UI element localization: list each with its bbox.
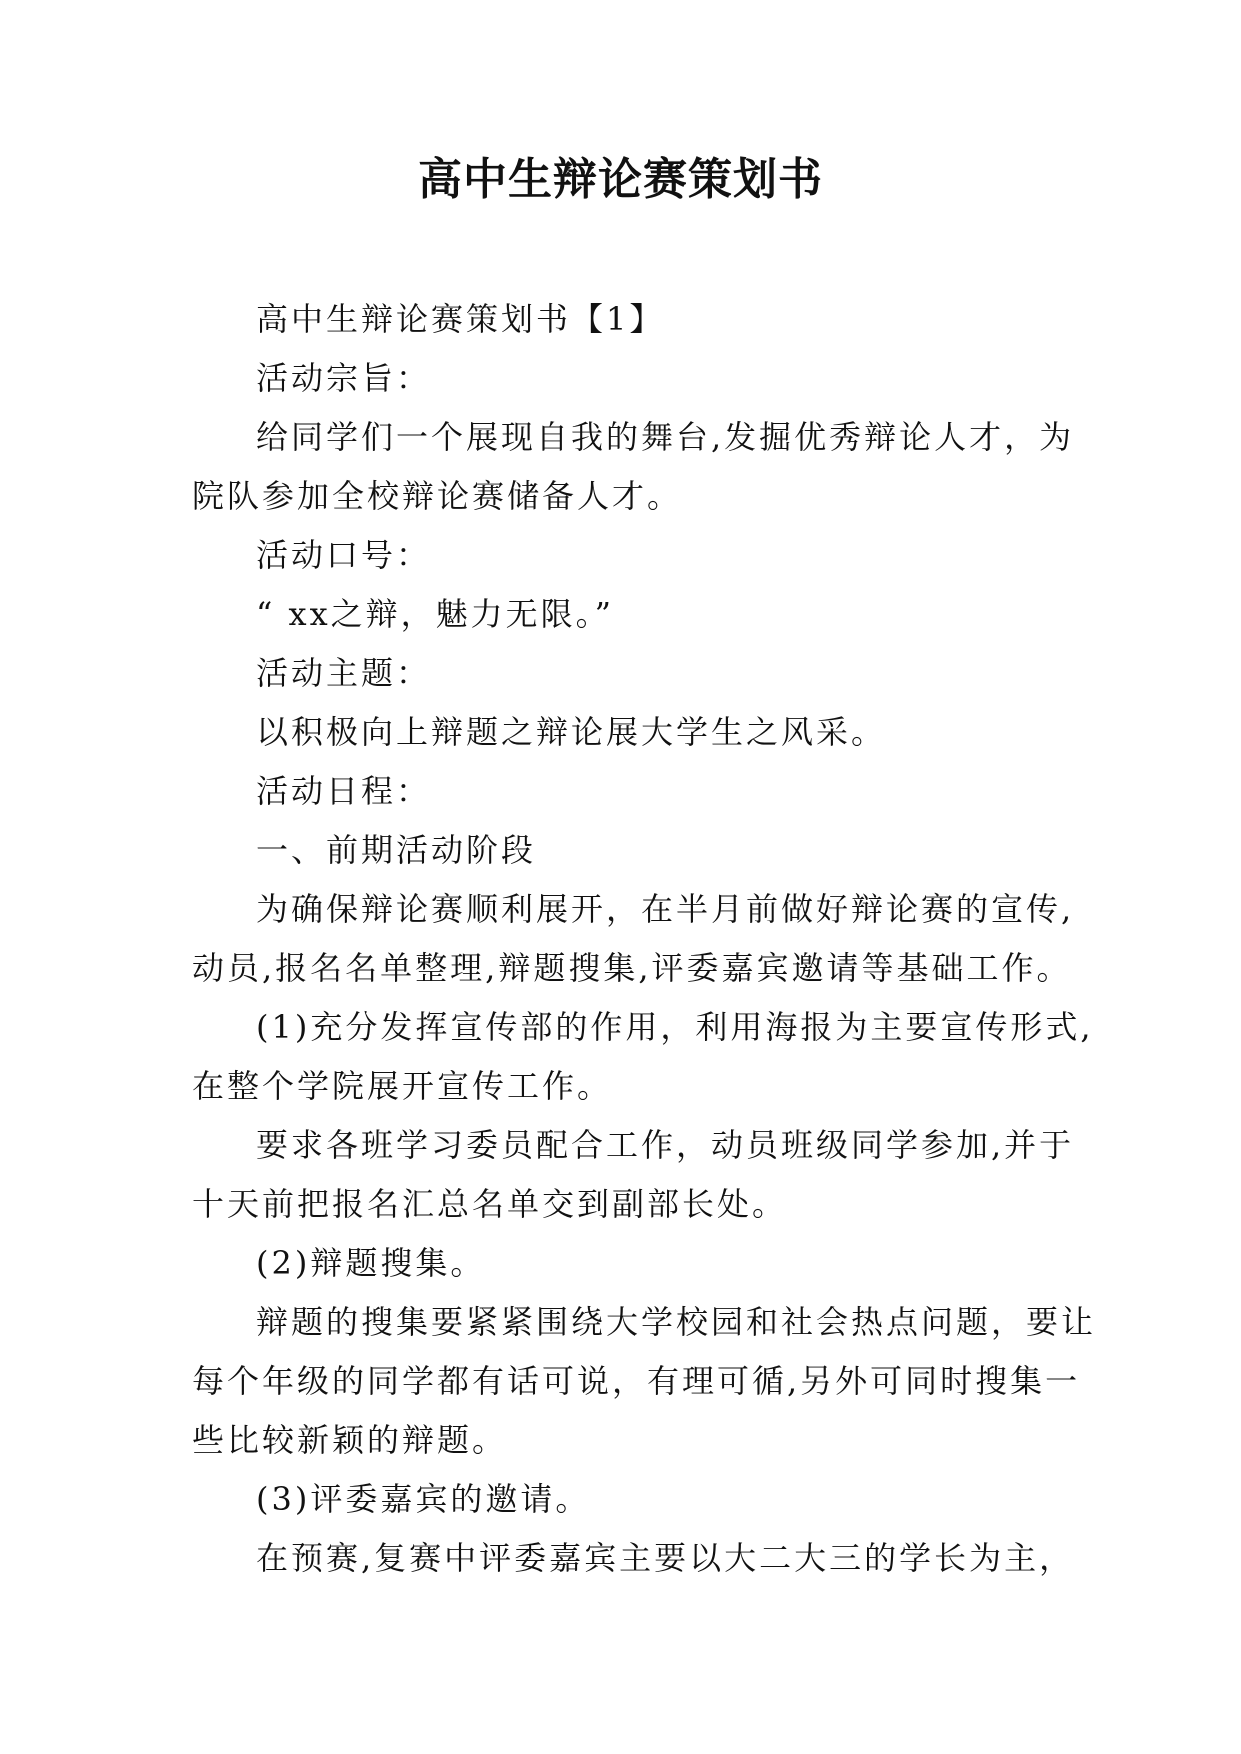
paragraph-line: “ xx之辩，魅力无限。” <box>256 595 614 633</box>
paragraph-line: 在整个学院展开宣传工作。 <box>192 1067 613 1105</box>
paragraph-line: 要求各班学习委员配合工作，动员班级同学参加,并于 <box>256 1126 1075 1164</box>
paragraph-line: 十天前把报名汇总名单交到副部长处。 <box>192 1185 788 1223</box>
paragraph-line: 给同学们一个展现自我的舞台,发掘优秀辩论人才，为 <box>256 418 1075 456</box>
paragraph-line: 动员,报名名单整理,辩题搜集,评委嘉宾邀请等基础工作。 <box>192 949 1072 987</box>
document-title: 高中生辩论赛策划书 <box>418 154 823 205</box>
paragraph-line: 为确保辩论赛顺利展开，在半月前做好辩论赛的宣传, <box>256 890 1075 928</box>
paragraph-line: 高中生辩论赛策划书【1】 <box>256 300 665 338</box>
paragraph-line: (1)充分发挥宣传部的作用，利用海报为主要宣传形式, <box>256 1008 1094 1046</box>
document-body <box>192 290 1097 1588</box>
paragraph-line: 活动日程： <box>256 772 432 810</box>
paragraph-line: (2)辩题搜集。 <box>256 1244 486 1282</box>
paragraph-line: 辩题的搜集要紧紧围绕大学校园和社会热点问题，要让 <box>256 1303 1097 1341</box>
paragraph-line: 每个年级的同学都有话可说，有理可循,另外可同时搜集一 <box>192 1362 1081 1400</box>
paragraph-line: (3)评委嘉宾的邀请。 <box>256 1480 591 1518</box>
paragraph-line: 活动口号： <box>256 536 432 574</box>
paragraph-line: 院队参加全校辩论赛储备人才。 <box>192 477 683 515</box>
paragraph-line: 一、前期活动阶段 <box>256 831 537 869</box>
paragraph-line: 活动主题： <box>256 654 432 692</box>
paragraph-line: 活动宗旨： <box>256 359 432 397</box>
paragraph-line: 以积极向上辩题之辩论展大学生之风采。 <box>256 713 887 751</box>
paragraph-line: 在预赛,复赛中评委嘉宾主要以大二大三的学长为主， <box>256 1539 1075 1577</box>
paragraph-line: 些比较新颖的辩题。 <box>192 1421 508 1459</box>
